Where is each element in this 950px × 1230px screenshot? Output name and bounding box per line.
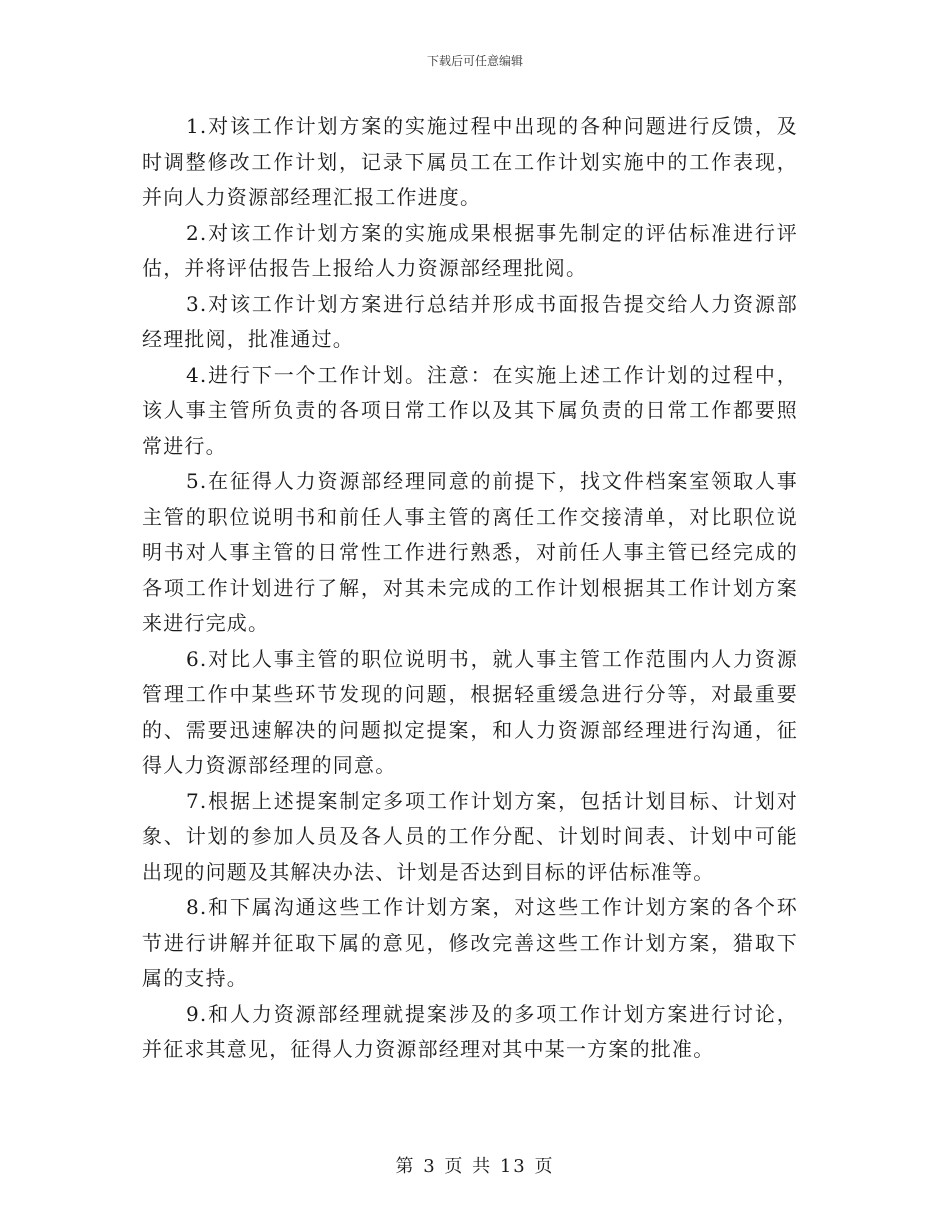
paragraph-item-1: 1.对该工作计划方案的实施过程中出现的各种问题进行反馈，及时调整修改工作计划，记录下属员工在工作计划实施中的工作表现，并向人力资源部经理汇报工作进度。 — [142, 114, 798, 209]
paragraph-item-7: 7.根据上述提案制定多项工作计划方案，包括计划目标、计划对象、计划的参加人员及各人员的工作分配、计划时间表、计划中可能出现的问题及其解决办法、计划是否达到目标的评估标准等。 — [142, 788, 798, 884]
paragraph-item-9: 9.和人力资源部经理就提案涉及的多项工作计划方案进行讨论，并征求其意见，征得人力资源部经理对其中某一方案的批准。 — [142, 1001, 798, 1061]
paragraph-item-8: 8.和下属沟通这些工作计划方案，对这些工作计划方案的各个环节进行讲解并征取下属的意见，修改完善这些工作计划方案，猎取下属的支持。 — [142, 895, 798, 990]
document-body — [142, 109, 798, 1068]
paragraph-item-2: 2.对该工作计划方案的实施成果根据事先制定的评估标准进行评估，并将评估报告上报给人力资源部经理批阅。 — [142, 220, 798, 280]
paragraph-item-5: 5.在征得人力资源部经理同意的前提下，找文件档案室领取人事主管的职位说明书和前任人事主管的离任工作交接清单，对比职位说明书对人事主管的日常性工作进行熟悉，对前任人事主管已经完成的各项工作计划进行了解，对其未完成的工作计划根据其工作计划方案来进行完成。 — [142, 469, 798, 635]
paragraph-item-4: 4.进行下一个工作计划。注意：在实施上述工作计划的过程中，该人事主管所负责的各项日常工作以及其下属负责的日常工作都要照常进行。 — [142, 362, 798, 458]
page-number-footer: 第 3 页 共 13 页 — [395, 1156, 555, 1177]
paragraph-item-6: 6.对比人事主管的职位说明书，就人事主管工作范围内人力资源管理工作中某些环节发现的问题，根据轻重缓急进行分等，对最重要的、需要迅速解决的问题拟定提案，和人力资源部经理进行沟通，征得人力资源部经理的同意。 — [142, 646, 798, 777]
paragraph-item-3: 3.对该工作计划方案进行总结并形成书面报告提交给人力资源部经理批阅，批准通过。 — [142, 291, 798, 351]
header-note: 下载后可任意编辑 — [426, 54, 523, 68]
